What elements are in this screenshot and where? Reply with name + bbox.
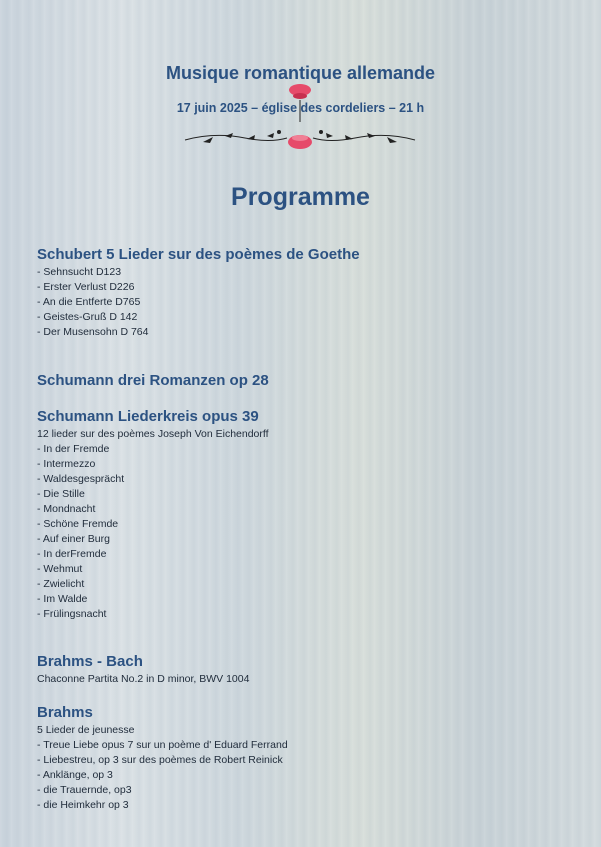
list-item: - Waldesgesprächt (37, 473, 125, 485)
section-schumann-romanzen (37, 371, 577, 391)
list-item: - Die Stille (37, 488, 85, 500)
section-title: Schumann drei Romanzen op 28 (37, 372, 269, 389)
list-item: 12 lieder sur des poèmes Joseph Von Eichendorff (37, 428, 269, 440)
section-title: Brahms (37, 704, 93, 721)
section-schubert (37, 245, 577, 340)
list-item: - Mondnacht (37, 503, 96, 515)
list-item: - die Trauernde, op3 (37, 784, 132, 796)
page-title: Musique romantique allemande (165, 63, 436, 83)
list-item: - die Heimkehr op 3 (37, 799, 129, 811)
list-item: - Geistes-Gruß D 142 (37, 311, 138, 323)
section-title: Schumann Liederkreis opus 39 (37, 408, 259, 425)
list-item: 5 Lieder de jeunesse (37, 724, 135, 736)
section-brahms (37, 703, 577, 813)
list-item: - Zwielicht (37, 578, 85, 590)
list-item: - Anklänge, op 3 (37, 769, 113, 781)
list-item: - An die Entferte D765 (37, 296, 141, 308)
list-item: - Erster Verlust D226 (37, 281, 135, 293)
list-item: - In der Fremde (37, 443, 110, 455)
section-brahms-bach (37, 652, 577, 687)
list-item: - Sehnsucht D123 (37, 266, 122, 278)
list-item: - Im Walde (37, 593, 88, 605)
list-item: - Intermezzo (37, 458, 96, 470)
floral-ornament-icon (175, 80, 427, 152)
list-item: - Auf einer Burg (37, 533, 110, 545)
section-title: Brahms - Bach (37, 653, 143, 670)
list-item: - Frülingsnacht (37, 608, 107, 620)
list-item: - Der Musensohn D 764 (37, 326, 149, 338)
program-heading: Programme (231, 183, 370, 211)
list-item: - Schöne Fremde (37, 518, 119, 530)
list-item: - In derFremde (37, 548, 107, 560)
section-schumann-liederkreis (37, 407, 577, 622)
list-item: - Wehmut (37, 563, 83, 575)
section-title: Schubert 5 Lieder sur des poèmes de Goethe (37, 246, 360, 263)
list-item: Chaconne Partita No.2 in D minor, BWV 1004 (37, 673, 250, 685)
subtitle: 17 juin 2025 – église des cordeliers – 21 h (176, 101, 425, 115)
list-item: - Treue Liebe opus 7 sur un poème d' Eduard Ferrand (37, 739, 288, 751)
list-item: - Liebestreu, op 3 sur des poèmes de Robert Reinick (37, 754, 283, 766)
